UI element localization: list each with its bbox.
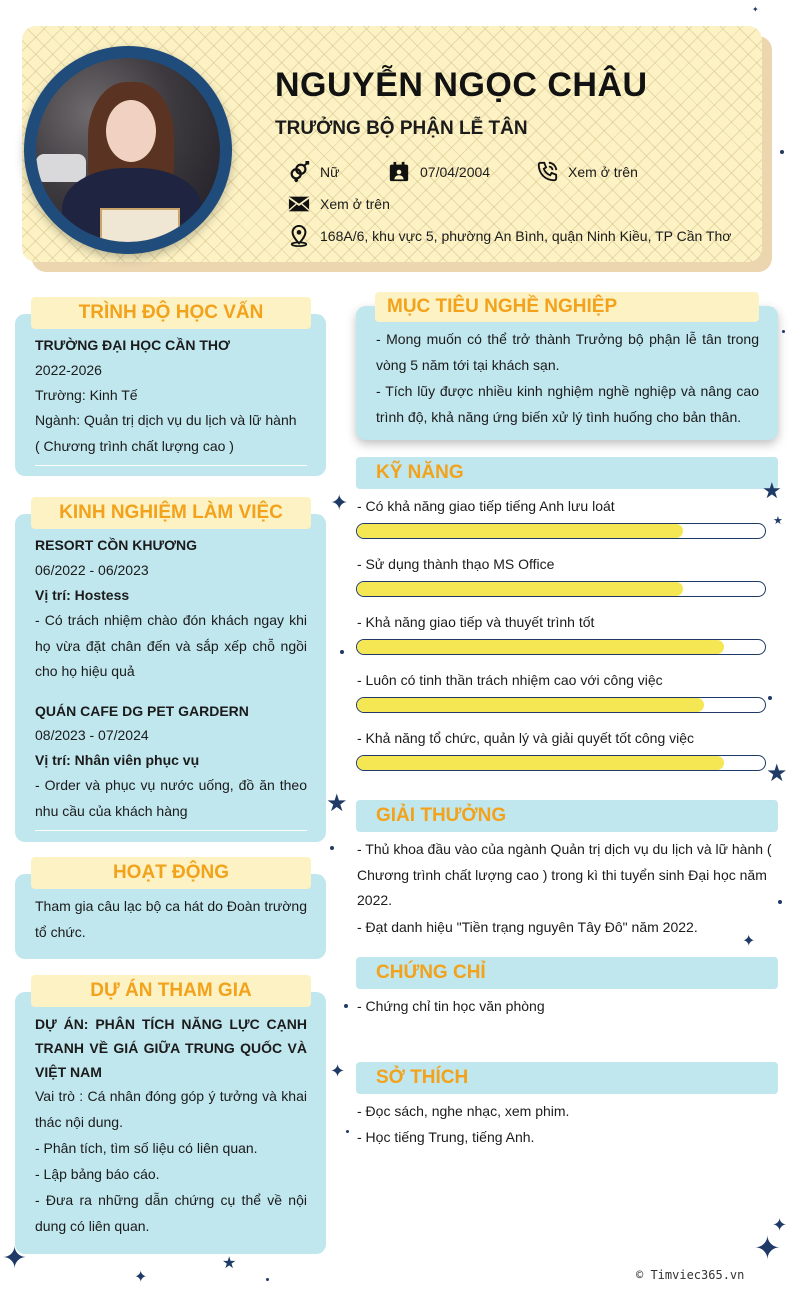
star-icon: ★: [222, 1255, 237, 1272]
skills-title: KỸ NĂNG: [356, 457, 778, 489]
projects-title: DỰ ÁN THAM GIA: [31, 975, 311, 1007]
skill-label: - Luôn có tinh thần trách nhiệm cao với công việc: [357, 672, 663, 688]
job-period: 08/2023 - 07/2024: [35, 727, 149, 743]
divider: [35, 830, 307, 831]
calendar-icon: [388, 161, 410, 183]
job-position: Vị trí: Hostess: [35, 587, 130, 603]
dot: [330, 846, 334, 850]
dot: [780, 150, 784, 154]
job-company: RESORT CỒN KHƯƠNG: [35, 537, 198, 553]
star-icon: ✦: [772, 1215, 788, 1235]
skill-label: - Khả năng giao tiếp và thuyết trình tốt: [357, 614, 595, 630]
job-position: Vị trí: Nhân viên phục vụ: [35, 752, 200, 768]
candidate-name: NGUYỄN NGỌC CHÂU: [275, 66, 648, 104]
hobby-item: - Học tiếng Trung, tiếng Anh.: [357, 1129, 535, 1145]
gender-icon: [288, 161, 310, 183]
star-icon: ✦: [134, 1269, 148, 1286]
certificates-title: CHỨNG CHỈ: [356, 957, 778, 989]
skill-progress-fill: [357, 756, 724, 770]
job-company: QUÁN CAFE DG PET GARDERN: [35, 703, 249, 719]
project-name: DỰ ÁN: PHÂN TÍCH NĂNG LỰC CẠNH TRANH VỀ GIÁ GIỮA TRUNG QUỐC VÀ VIỆT NAM: [35, 1016, 307, 1080]
star-icon: ✦: [330, 1061, 346, 1081]
dob-value: 07/04/2004: [420, 164, 491, 180]
education-faculty: Trường: Kinh Tế: [35, 387, 138, 403]
mail-icon: [288, 193, 310, 215]
education-years: 2022-2026: [35, 362, 102, 378]
avatar-frame: [24, 46, 232, 254]
hobby-item: - Đọc sách, nghe nhạc, xem phim.: [357, 1103, 570, 1119]
dot: [782, 330, 785, 333]
job-description: - Order và phục vụ nước uống, đồ ăn theo nhu cầu của khách hàng: [35, 777, 307, 819]
education-major: Ngành: Quản trị dịch vụ du lịch và lữ hành: [35, 412, 297, 428]
phone-icon: [536, 161, 558, 183]
dot: [266, 1278, 269, 1281]
dot: [346, 1130, 349, 1133]
divider: [35, 465, 307, 466]
email-value: Xem ở trên: [320, 196, 390, 212]
education-program: ( Chương trình chất lượng cao ): [35, 438, 234, 454]
dot: [340, 650, 344, 654]
skill-label: - Sử dụng thành thạo MS Office: [357, 556, 555, 572]
objective-item: - Mong muốn có thể trở thành Trưởng bộ phận lễ tân trong vòng 5 năm tới tại khách sạn.: [376, 331, 759, 373]
dot: [344, 1004, 348, 1008]
job-period: 06/2022 - 06/2023: [35, 562, 149, 578]
phone-info: [536, 161, 638, 183]
gender-value: Nữ: [320, 164, 340, 180]
email-info: [288, 193, 390, 215]
objective-item: - Tích lũy được nhiều kinh nghiệm nghề nghiệp và nâng cao trình độ, khả năng ứng biến xử lý tình huống cho bản thân.: [376, 383, 759, 425]
skill-progress-bar: [356, 639, 766, 655]
certificate-item: - Chứng chỉ tin học văn phòng: [357, 998, 545, 1014]
star-icon: ✦: [330, 490, 349, 515]
award-item: - Đạt danh hiệu "Tiền trạng nguyên Tây Đô" năm 2022.: [357, 919, 698, 935]
project-item: - Phân tích, tìm số liệu có liên quan.: [35, 1140, 258, 1156]
star-icon: ★: [773, 515, 783, 527]
gender-info: [288, 161, 339, 183]
phone-value: Xem ở trên: [568, 164, 638, 180]
address-info: [288, 225, 731, 247]
star-icon: ★: [326, 790, 348, 817]
skill-progress-fill: [357, 640, 724, 654]
project-role: Vai trò : Cá nhân đóng góp ý tưởng và khai thác nội dung.: [35, 1088, 307, 1130]
experience-title: KINH NGHIỆM LÀM VIỆC: [31, 497, 311, 529]
footer-credit: © Timviec365.vn: [636, 1268, 745, 1282]
skill-progress-fill: [357, 582, 683, 596]
job-description: - Có trách nhiệm chào đón khách ngay khi họ vừa đặt chân đến và sắp xếp chỗ ngồi cho họ hiệu quả: [35, 612, 307, 679]
address-value: 168A/6, khu vực 5, phường An Bình, quận Ninh Kiều, TP Cần Thơ: [320, 228, 732, 244]
star-icon: ★: [762, 478, 782, 503]
skill-progress-fill: [357, 524, 683, 538]
avatar: [36, 58, 220, 242]
objective-title: MỤC TIÊU NGHỀ NGHIỆP: [375, 292, 759, 322]
hobbies-title: SỞ THÍCH: [356, 1062, 778, 1094]
project-item: - Đưa ra những dẫn chứng cụ thể về nội dung có liên quan.: [35, 1192, 307, 1234]
skill-progress-bar: [356, 581, 766, 597]
dob-info: [388, 161, 490, 183]
location-pin-icon: [288, 225, 310, 247]
star-icon: ✦: [742, 933, 756, 950]
candidate-role: TRƯỞNG BỘ PHẬN LỄ TÂN: [275, 118, 528, 139]
activities-text: Tham gia câu lạc bộ ca hát do Đoàn trường tổ chức.: [35, 898, 307, 940]
star-icon: ✦: [2, 1242, 28, 1275]
skill-progress-bar: [356, 755, 766, 771]
skill-label: - Khả năng tổ chức, quản lý và giải quyết tốt công việc: [357, 730, 695, 746]
education-school: TRƯỜNG ĐẠI HỌC CẦN THƠ: [35, 337, 230, 353]
star-icon: ✦: [754, 1230, 781, 1266]
awards-title: GIẢI THƯỞNG: [356, 800, 778, 832]
project-item: - Lập bảng báo cáo.: [35, 1166, 160, 1182]
award-item: - Thủ khoa đầu vào của ngành Quản trị dịch vụ du lịch và lữ hành ( Chương trình chất lượng cao ) trong kì thi tuyển sinh Đại học năm 2022.: [357, 841, 772, 908]
star-icon: ★: [766, 760, 788, 787]
education-title: TRÌNH ĐỘ HỌC VẤN: [31, 297, 311, 329]
dot: [768, 696, 772, 700]
skill-progress-fill: [357, 698, 704, 712]
skill-progress-bar: [356, 523, 766, 539]
skill-progress-bar: [356, 697, 766, 713]
star-icon: ✦: [752, 5, 759, 14]
activities-title: HOẠT ĐỘNG: [31, 857, 311, 889]
dot: [778, 900, 782, 904]
skill-label: - Có khả năng giao tiếp tiếng Anh lưu loát: [357, 498, 615, 514]
